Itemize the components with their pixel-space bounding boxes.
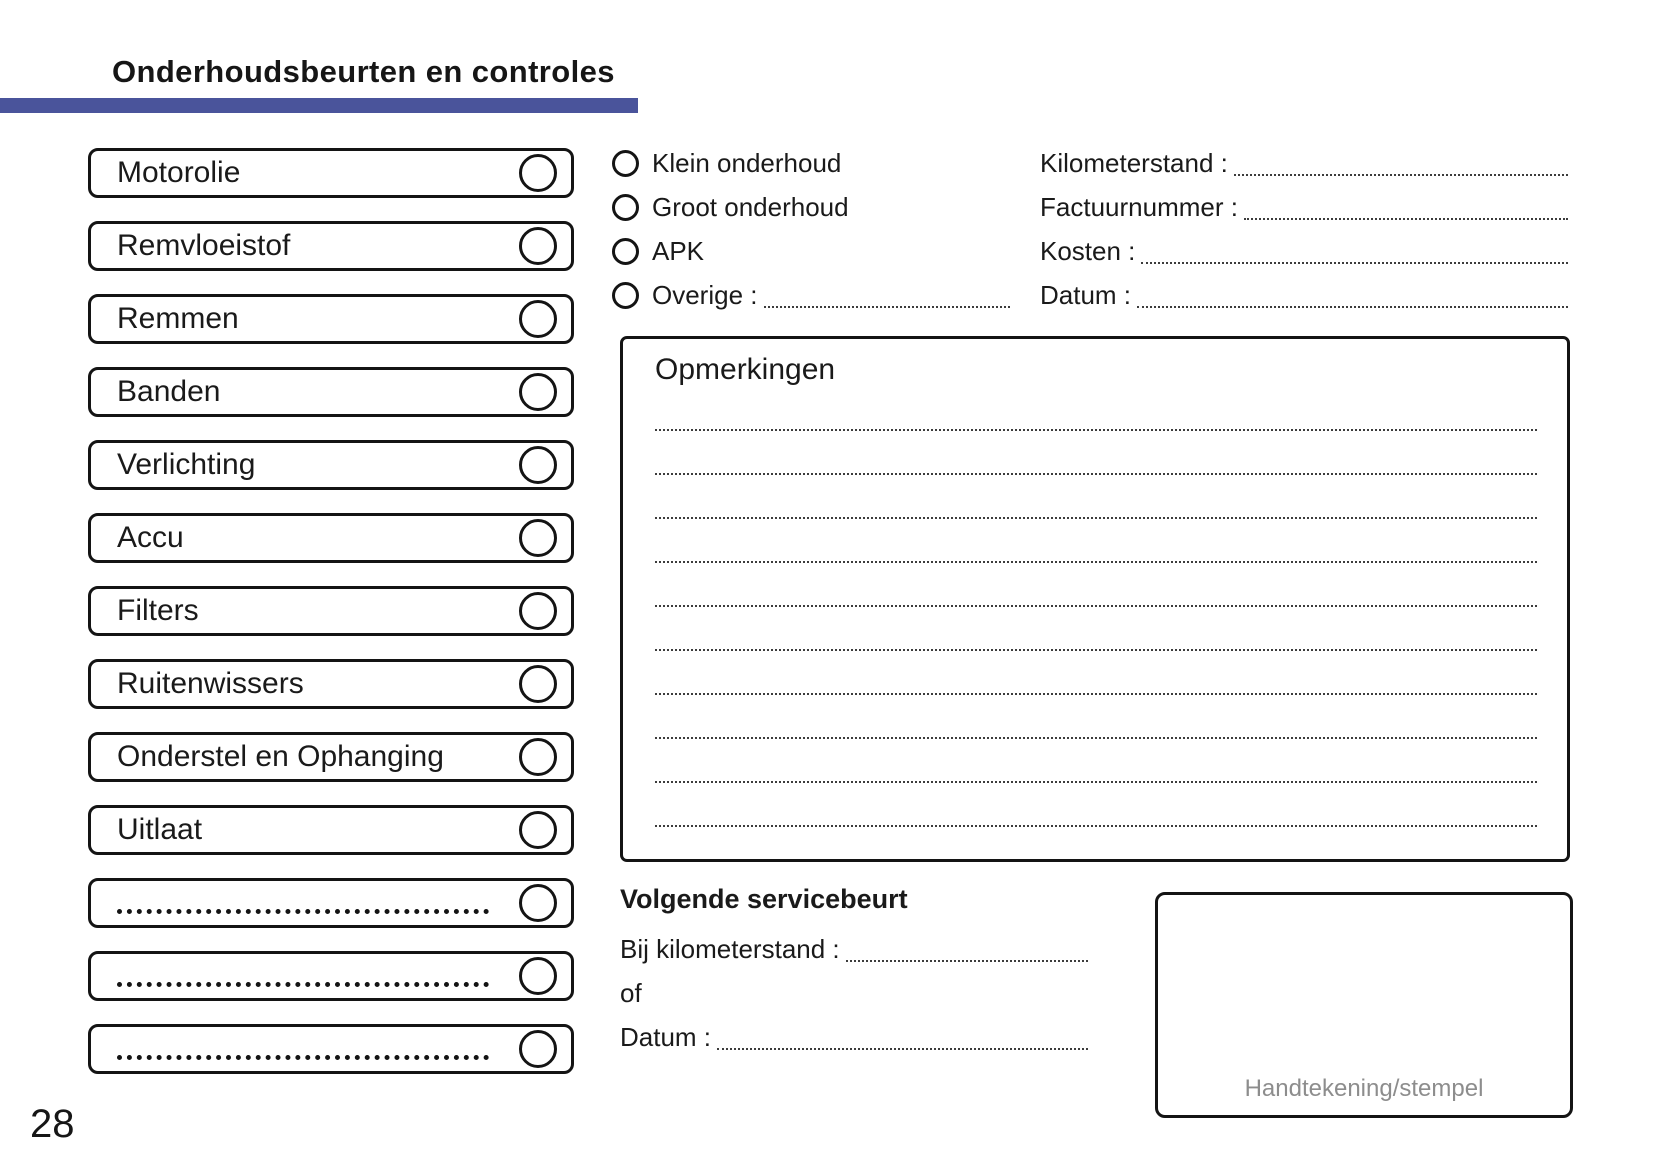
remarks-title: Opmerkingen [655,353,836,386]
checklist [88,148,574,1097]
write-in-line[interactable] [1244,218,1568,220]
checklist-item-banden [88,367,574,417]
check-circle[interactable] [519,811,557,849]
option-klein-onderhoud [612,141,1010,185]
check-circle[interactable] [519,592,557,630]
checklist-item-blank-1 [88,878,574,928]
write-in-line[interactable] [117,909,489,914]
remarks-lines [655,387,1537,827]
check-circle[interactable] [519,957,557,995]
next-service-section [620,884,1088,1059]
option-groot-onderhoud [612,185,1010,229]
remarks-line[interactable] [655,607,1537,651]
remarks-line[interactable] [655,783,1537,827]
check-circle[interactable] [519,1030,557,1068]
check-circle[interactable] [519,227,557,265]
next-service-mileage-row [620,927,1088,971]
write-in-line[interactable] [117,1055,489,1060]
page-number: 28 [30,1102,75,1146]
remarks-line[interactable] [655,563,1537,607]
field-kosten [1040,229,1568,273]
remarks-line[interactable] [655,431,1537,475]
checklist-item-uitlaat [88,805,574,855]
check-circle[interactable] [519,738,557,776]
next-service-or-row [620,971,1088,1015]
checklist-item-ruitenwissers [88,659,574,709]
service-detail-fields [1040,141,1568,317]
option-label: Klein onderhoud [652,147,842,178]
checklist-item-label: Banden [117,375,221,408]
checklist-item-verlichting [88,440,574,490]
option-apk [612,229,1010,273]
remarks-line[interactable] [655,387,1537,431]
page-title: Onderhoudsbeurten en controles [112,54,615,89]
signature-stamp-box[interactable] [1155,892,1573,1118]
check-circle[interactable] [519,373,557,411]
check-circle[interactable] [519,446,557,484]
checklist-item-filters [88,586,574,636]
checklist-item-blank-3 [88,1024,574,1074]
field-kilometerstand [1040,141,1568,185]
checklist-item-motorolie [88,148,574,198]
accent-bar [0,98,638,113]
checklist-item-label: Onderstel en Ophanging [117,740,444,773]
remarks-line[interactable] [655,651,1537,695]
check-circle[interactable] [519,154,557,192]
option-label: APK [652,235,705,266]
field-label: Datum : [620,1021,712,1052]
write-in-line[interactable] [846,960,1088,962]
checklist-item-label: Verlichting [117,448,256,481]
field-label: Bij kilometerstand : [620,933,840,964]
field-datum [1040,273,1568,317]
remarks-box [620,336,1570,862]
next-service-title: Volgende servicebeurt [620,884,908,914]
option-label: Groot onderhoud [652,191,849,222]
radio-circle[interactable] [612,238,639,265]
option-label: Overige : [652,279,758,310]
write-in-line[interactable] [1141,262,1568,264]
checklist-item-label: Remvloeistof [117,229,291,262]
checklist-item-label: Ruitenwissers [117,667,304,700]
service-type-options [612,141,1010,317]
checklist-item-label: Filters [117,594,199,627]
write-in-line[interactable] [117,982,489,987]
radio-circle[interactable] [612,150,639,177]
remarks-line[interactable] [655,695,1537,739]
checklist-item-remvloeistof [88,221,574,271]
field-label: Kilometerstand : [1040,147,1228,178]
checklist-item-onderstel-en-ophanging [88,732,574,782]
signature-stamp-label: Handtekening/stempel [1244,1075,1484,1102]
radio-circle[interactable] [612,282,639,309]
write-in-line[interactable] [1137,306,1568,308]
remarks-line[interactable] [655,739,1537,783]
radio-circle[interactable] [612,194,639,221]
field-label: Factuurnummer : [1040,191,1238,222]
write-in-line[interactable] [764,306,1011,308]
option-overige [612,273,1010,317]
or-label: of [620,977,642,1008]
check-circle[interactable] [519,519,557,557]
field-factuurnummer [1040,185,1568,229]
check-circle[interactable] [519,884,557,922]
write-in-line[interactable] [1234,174,1568,176]
field-label: Kosten : [1040,235,1136,266]
checklist-item-label: Remmen [117,302,239,335]
checklist-item-label: Uitlaat [117,813,203,846]
remarks-line[interactable] [655,519,1537,563]
checklist-item-accu [88,513,574,563]
check-circle[interactable] [519,665,557,703]
field-label: Datum : [1040,279,1132,310]
remarks-line[interactable] [655,475,1537,519]
checklist-item-remmen [88,294,574,344]
next-service-date-row [620,1015,1088,1059]
checklist-item-label: Motorolie [117,156,241,189]
checklist-item-blank-2 [88,951,574,1001]
write-in-line[interactable] [717,1048,1088,1050]
check-circle[interactable] [519,300,557,338]
checklist-item-label: Accu [117,521,184,554]
